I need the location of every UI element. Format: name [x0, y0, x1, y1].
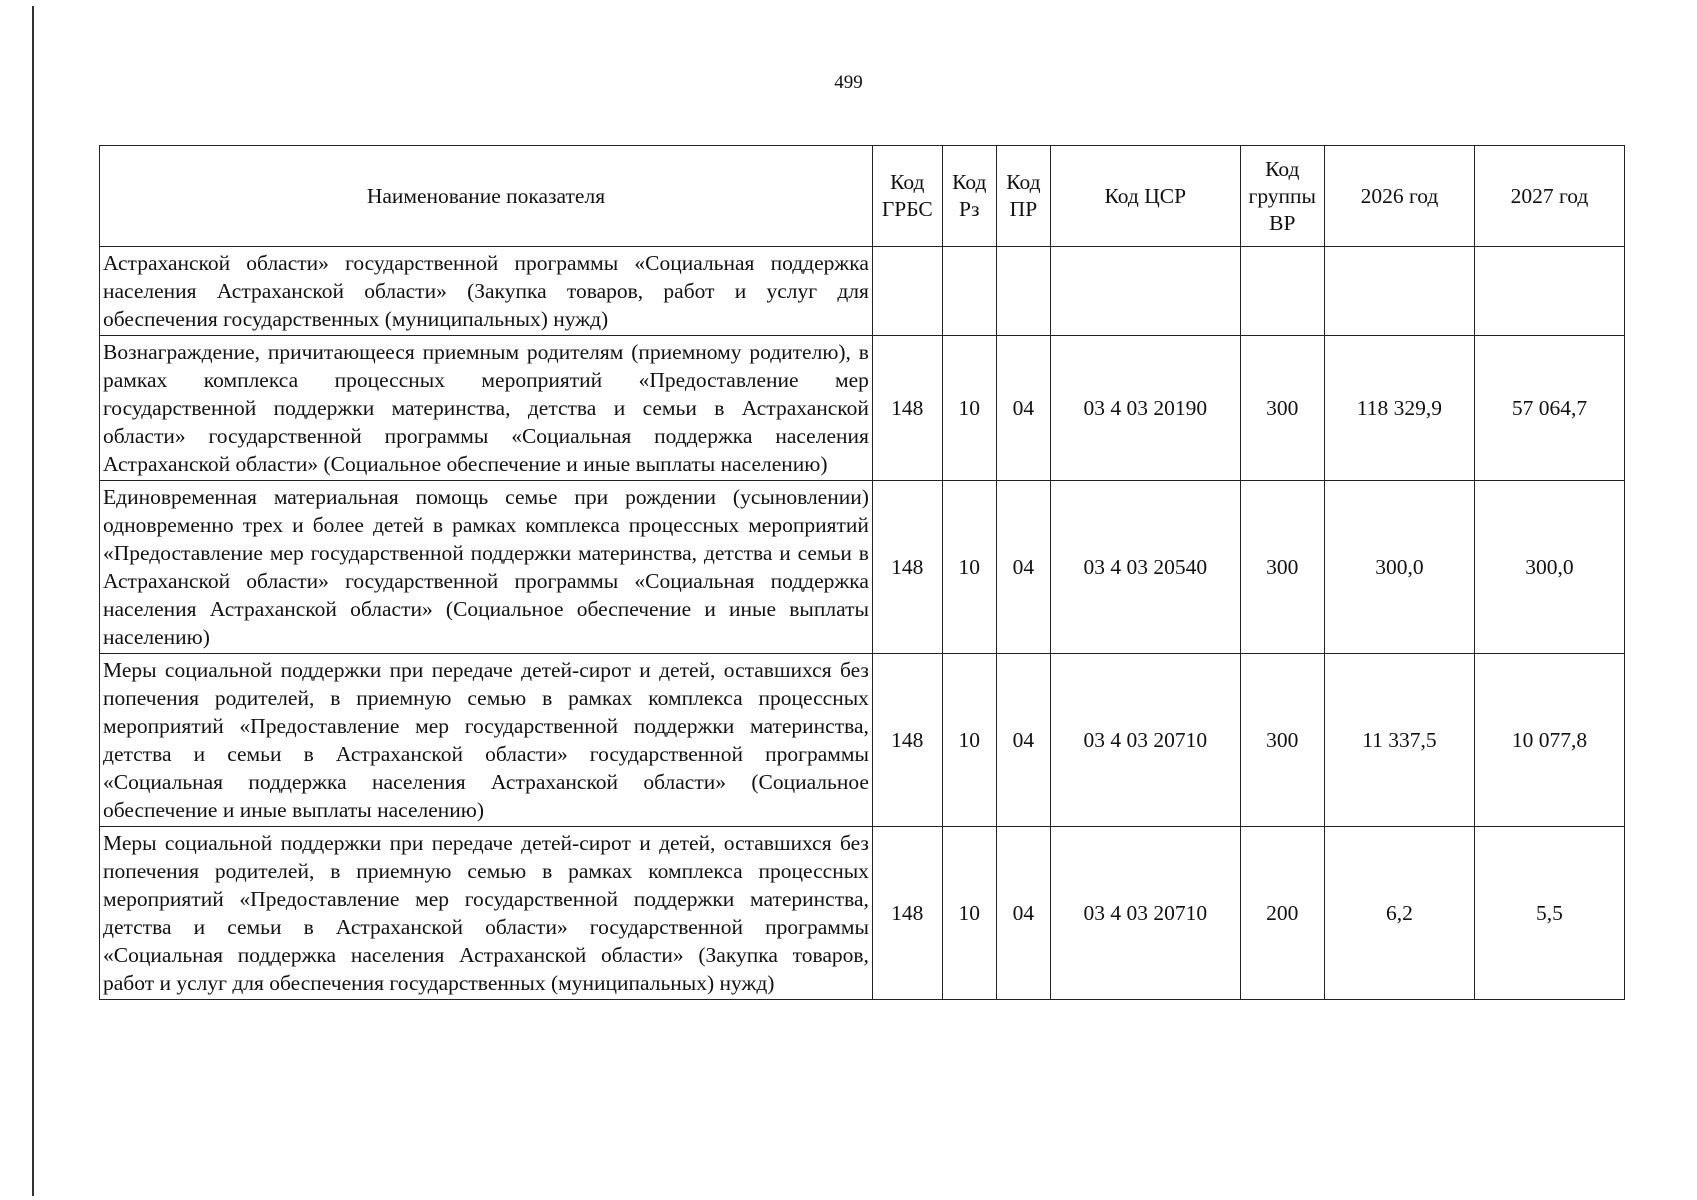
header-2026: 2026 год — [1324, 146, 1474, 247]
row-2027: 300,0 — [1474, 481, 1624, 654]
row-pr: 04 — [996, 481, 1050, 654]
row-csr — [1051, 247, 1241, 336]
row-rz: 10 — [942, 827, 996, 1000]
row-grbs: 148 — [872, 336, 942, 481]
row-name: Вознаграждение, причитающееся приемным родителям (приемному родителю), в рамках комплекса процессных мероприятий «Предоставление мер государственной поддержки материнства, детства и семьи в Астраханской области» государственной программы «Социальная поддержка населения Астраханской области» (Социальное обеспечение и иные выплаты населению) — [100, 336, 873, 481]
row-pr: 04 — [996, 336, 1050, 481]
table-row — [100, 336, 1625, 481]
table-row — [100, 481, 1625, 654]
header-csr: Код ЦСР — [1051, 146, 1241, 247]
row-csr: 03 4 03 20540 — [1051, 481, 1241, 654]
header-grbs: Код ГРБС — [872, 146, 942, 247]
row-rz — [942, 247, 996, 336]
budget-table — [99, 145, 1625, 1000]
row-2026 — [1324, 247, 1474, 336]
row-2027: 10 077,8 — [1474, 654, 1624, 827]
row-2027 — [1474, 247, 1624, 336]
row-vr — [1240, 247, 1324, 336]
header-rz: Код Рз — [942, 146, 996, 247]
row-2027: 57 064,7 — [1474, 336, 1624, 481]
header-2027: 2027 год — [1474, 146, 1624, 247]
row-csr: 03 4 03 20710 — [1051, 654, 1241, 827]
row-pr — [996, 247, 1050, 336]
row-grbs: 148 — [872, 827, 942, 1000]
row-csr: 03 4 03 20190 — [1051, 336, 1241, 481]
row-rz: 10 — [942, 336, 996, 481]
row-pr: 04 — [996, 654, 1050, 827]
row-2026: 118 329,9 — [1324, 336, 1474, 481]
table-row — [100, 654, 1625, 827]
row-name: Меры социальной поддержки при передаче детей-сирот и детей, оставшихся без попечения родителей, в приемную семью в рамках комплекса процессных мероприятий «Предоставление мер государственной поддержки материнства, детства и семьи в Астраханской области» государственной программы «Социальная поддержка населения Астраханской области» (Закупка товаров, работ и услуг для обеспечения государственных (муниципальных) нужд) — [100, 827, 873, 1000]
header-name: Наименование показателя — [100, 146, 873, 247]
row-rz: 10 — [942, 654, 996, 827]
row-2026: 6,2 — [1324, 827, 1474, 1000]
row-2026: 300,0 — [1324, 481, 1474, 654]
row-vr: 300 — [1240, 336, 1324, 481]
table-row — [100, 247, 1625, 336]
row-vr: 300 — [1240, 481, 1324, 654]
row-grbs: 148 — [872, 654, 942, 827]
page-number: 499 — [834, 72, 863, 93]
binding-margin-line — [32, 6, 34, 1196]
row-csr: 03 4 03 20710 — [1051, 827, 1241, 1000]
row-vr: 200 — [1240, 827, 1324, 1000]
table-row — [100, 827, 1625, 1000]
header-pr: Код ПР — [996, 146, 1050, 247]
row-pr: 04 — [996, 827, 1050, 1000]
header-vr: Код группы ВР — [1240, 146, 1324, 247]
row-vr: 300 — [1240, 654, 1324, 827]
row-rz: 10 — [942, 481, 996, 654]
row-name: Астраханской области» государственной программы «Социальная поддержка населения Астраханской области» (Закупка товаров, работ и услуг для обеспечения государственных (муниципальных) нужд) — [100, 247, 873, 336]
table-header-row — [100, 146, 1625, 247]
row-2026: 11 337,5 — [1324, 654, 1474, 827]
row-name: Меры социальной поддержки при передаче детей-сирот и детей, оставшихся без попечения родителей, в приемную семью в рамках комплекса процессных мероприятий «Предоставление мер государственной поддержки материнства, детства и семьи в Астраханской области» государственной программы «Социальная поддержка населения Астраханской области» (Социальное обеспечение и иные выплаты населению) — [100, 654, 873, 827]
row-grbs — [872, 247, 942, 336]
row-name: Единовременная материальная помощь семье при рождении (усыновлении) одновременно трех и более детей в рамках комплекса процессных мероприятий «Предоставление мер государственной поддержки материнства, детства и семьи в Астраханской области» государственной программы «Социальная поддержка населения Астраханской области» (Социальное обеспечение и иные выплаты населению) — [100, 481, 873, 654]
row-grbs: 148 — [872, 481, 942, 654]
row-2027: 5,5 — [1474, 827, 1624, 1000]
